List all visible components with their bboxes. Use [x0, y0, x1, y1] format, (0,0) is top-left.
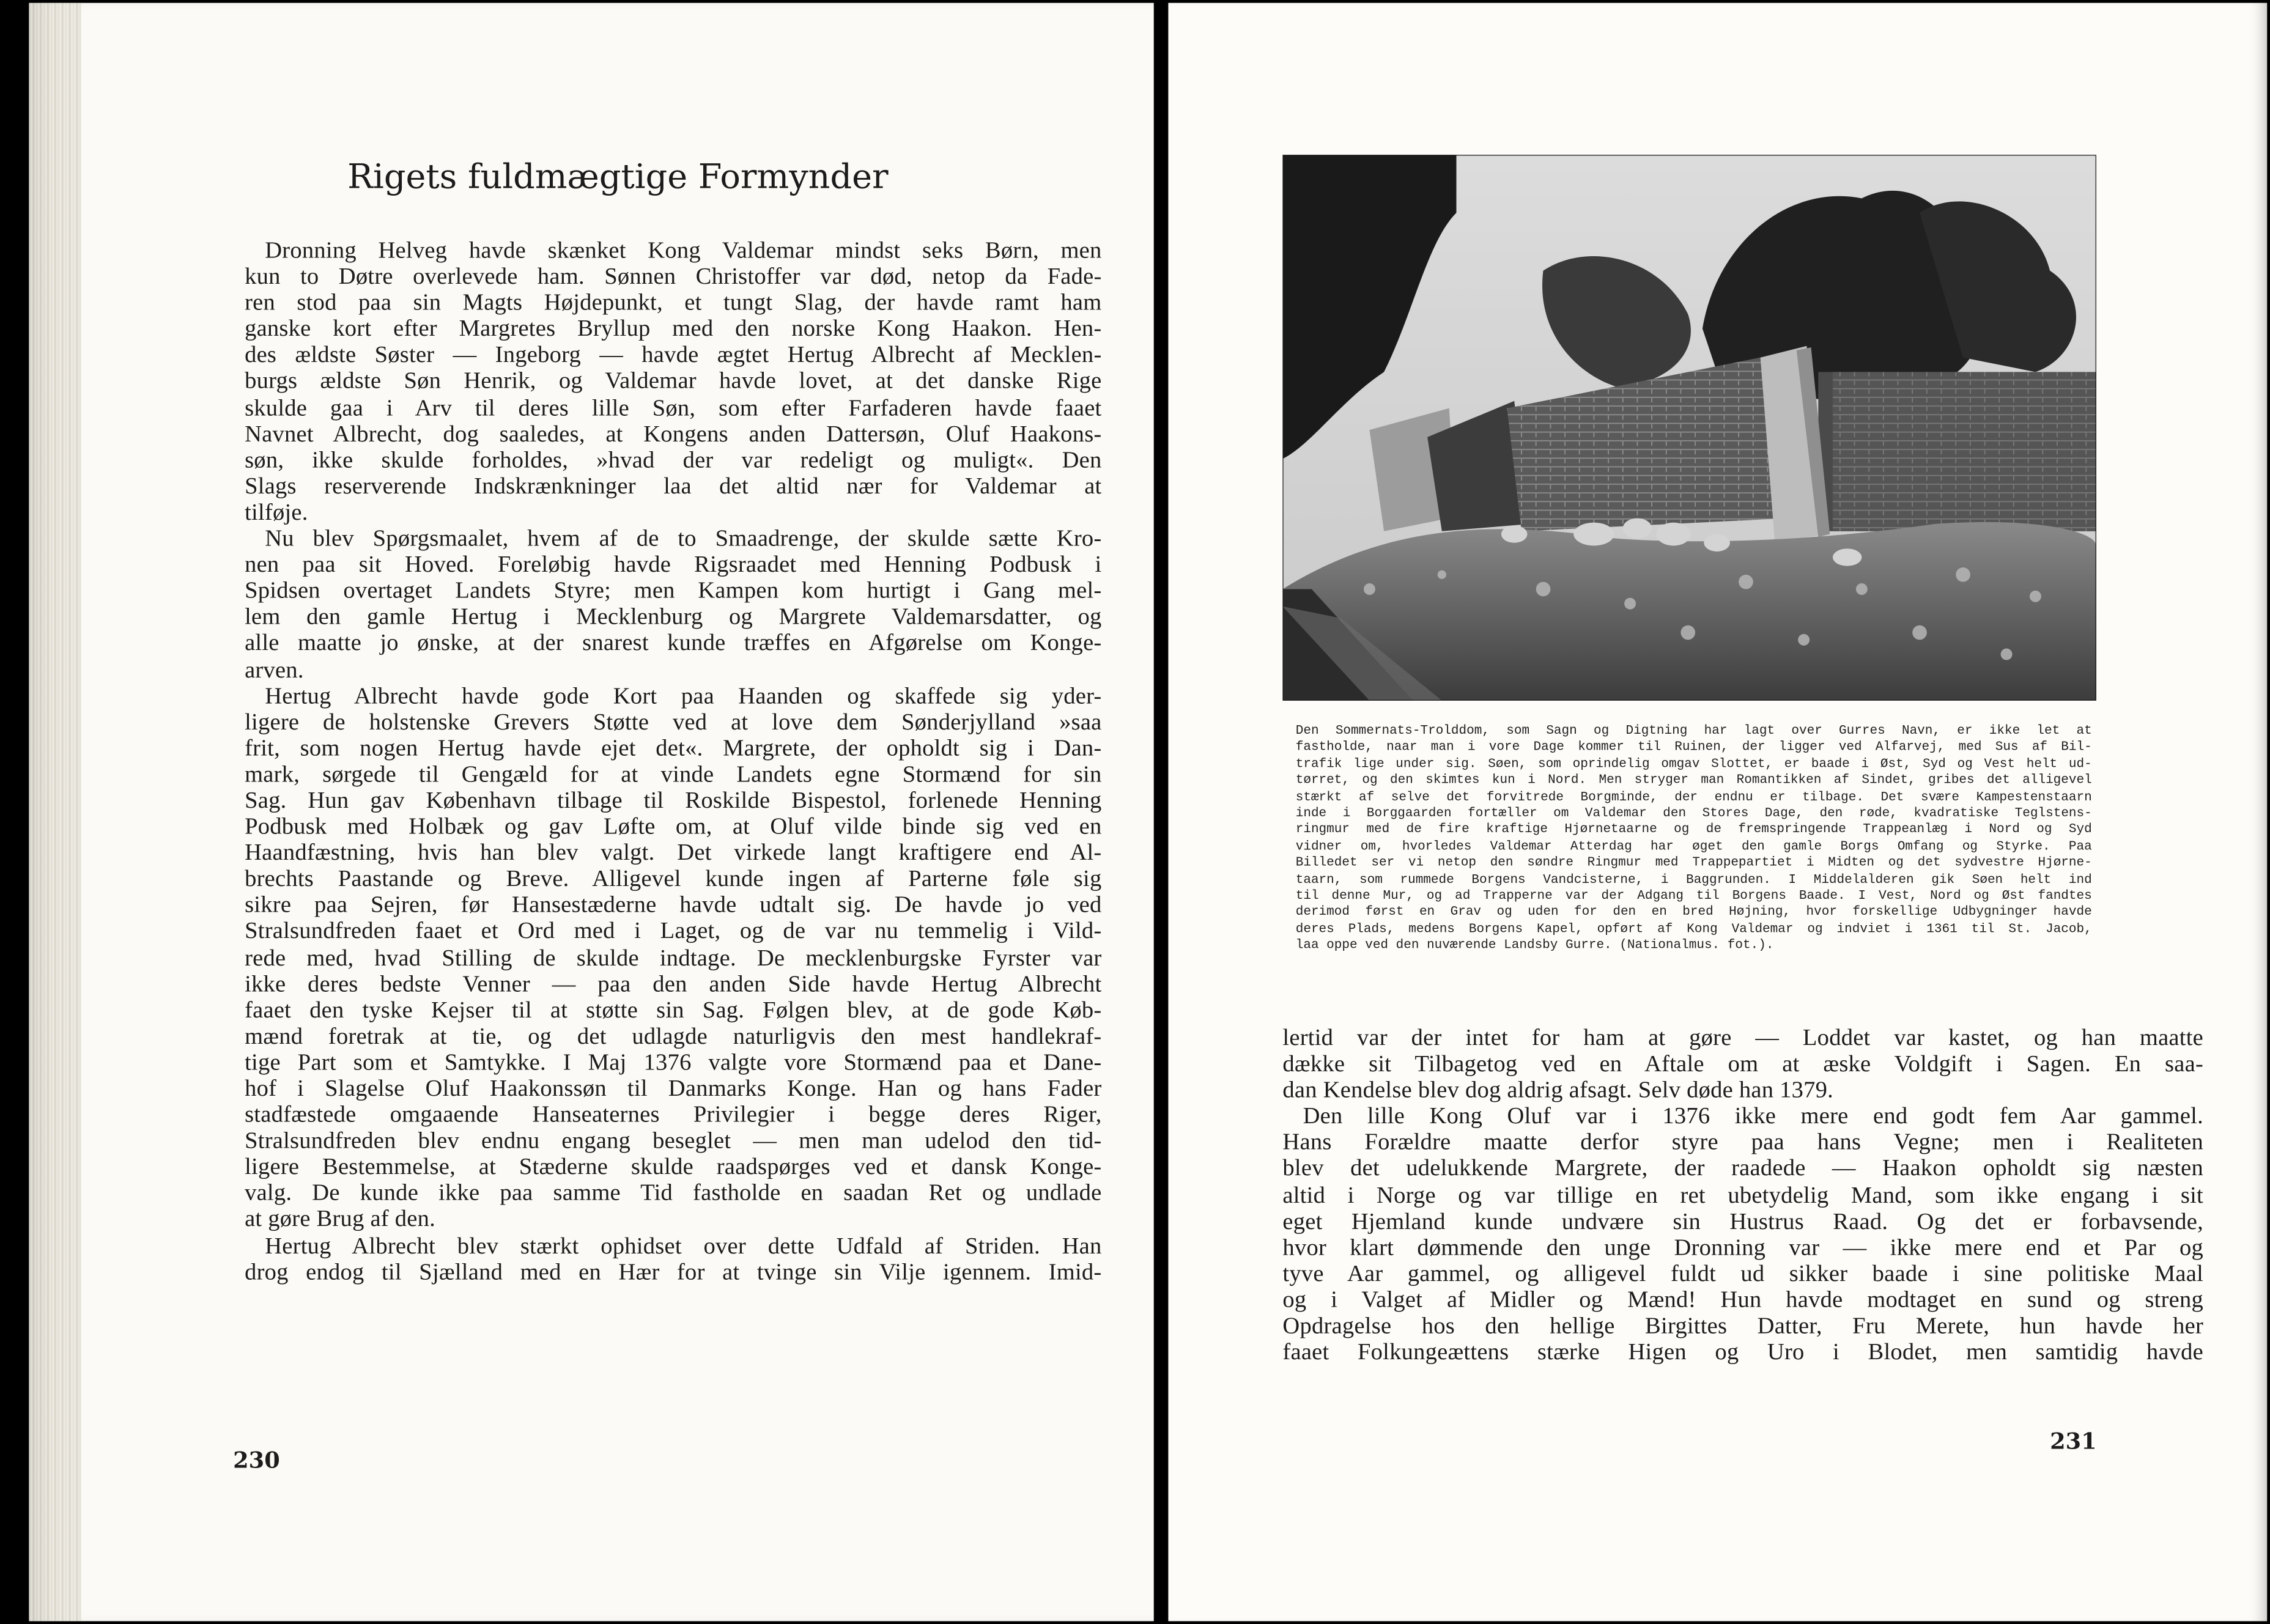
text-line: frit, som nogen Hertug havde ejet det«. Margrete, der opholdt sig i Dan- — [245, 733, 1102, 761]
text-line: kun to Døtre overlevede ham. Sønnen Christoffer var død, netop da Fade- — [245, 262, 1102, 290]
text-line: lertid var der intet for ham at gøre — Loddet var kastet, og han maatte — [1282, 1023, 2204, 1051]
text-line: Den lille Kong Oluf var i 1376 ikke mere end godt fem Aar gammel. — [1303, 1102, 2204, 1130]
text-line: alle maatte jo ønske, at der snarest kunde træffes en Afgørelse om Konge- — [245, 629, 1102, 657]
caption-line: taarn, som rummede Borgens Vandcisterne, i Baggrunden. I Middelalderen gik Søen helt ind — [1295, 872, 2092, 887]
photo-caption — [1296, 724, 2092, 955]
caption-line: trafik lige under sig. Søen, som oprindelig omgav Slottet, er baade i Øst, Syd og Vest helt ud- — [1295, 756, 2092, 772]
text-line: Slags reserverende Indskrænkninger laa det altid nær for Valdemar at — [245, 471, 1102, 500]
text-line: altid i Norge og var tillige en ret ubetydelig Mand, som ikke engang i sit — [1282, 1180, 2204, 1208]
text-line: faaet Folkungeættens stærke Higen og Uro i Blodet, men samtidig havde — [1282, 1337, 2204, 1365]
text-line: og i Valget af Midler og Mænd! Hun havde modtaget en sund og streng — [1282, 1285, 2204, 1313]
text-line: ganske kort efter Margretes Bryllup med den norske Kong Haakon. Hen- — [245, 314, 1102, 342]
caption-line: ringmur med de fire kraftige Hjørnetaarne og de fremspringende Trappeanlæg i Nord og Syd — [1295, 822, 2092, 838]
text-line: Sag. Hun gav København tilbage til Roskilde Bispestol, forlenede Henning — [245, 786, 1102, 814]
text-line: Nu blev Spørgsmaalet, hvem af de to Smaadrenge, der skulde sætte Kro- — [265, 524, 1102, 552]
text-line: ren stod paa sin Magts Højdepunkt, et tungt Slag, der havde ramt ham — [245, 288, 1102, 316]
ruin-photo-graphic — [1282, 155, 2096, 700]
page-edge-stack — [29, 3, 81, 1622]
text-line: Stralsundfreden blev endnu engang beseglet — men man udelod den tid- — [245, 1126, 1102, 1154]
text-line: søn, ikke skulde forholdes, »hvad der var redeligt og muligt«. Den — [245, 445, 1102, 473]
text-line: ikke deres bedste Venner — paa den anden Side havde Hertug Albrecht — [245, 969, 1102, 997]
text-line: hvor klart dømmende den unge Dronning var — ikke mere end et Par og — [1282, 1233, 2204, 1261]
caption-line: derimod først en Grav og uden for den en bred Højning, hvor forskellige Udbygninger havde — [1295, 905, 2092, 920]
text-line: Dronning Helveg havde skænket Kong Valdemar mindst seks Børn, men — [265, 235, 1102, 264]
text-line: drog endog til Sjælland med en Hær for at tvinge sin Vilje igennem. Imid- — [245, 1257, 1102, 1285]
text-line: skulde gaa i Arv til deres lille Søn, som efter Farfaderen havde faaet — [245, 393, 1102, 421]
text-line: eget Hjemland kunde undvære sin Hustrus Raad. Og det er forbavsende, — [1282, 1206, 2204, 1235]
text-line: at gøre Brug af den. — [245, 1205, 435, 1233]
text-line: tige Part som et Samtykke. I Maj 1376 valgte vore Stormænd paa et Dane- — [245, 1047, 1102, 1076]
text-line: Spidsen overtaget Landets Styre; men Kampen kom hurtigt i Gang mel- — [245, 576, 1102, 604]
text-line: arven. — [245, 655, 304, 683]
text-line: Hans Forældre maatte derfor styre paa hans Vegne; men i Realiteten — [1282, 1128, 2204, 1156]
caption-line: stærkt af selve det forvitrede Borgminde, der endnu er tilbage. Det svære Kampestenstaarn — [1295, 789, 2092, 805]
ruin-photo-icon — [1282, 155, 2096, 700]
page-number-right: 231 — [2050, 1427, 2097, 1455]
text-line: des ældste Søster — Ingeborg — havde ægtet Hertug Albrecht af Mecklen- — [245, 341, 1102, 369]
text-line: sikre paa Sejren, før Hansestæderne havde udtalt sig. De havde jo ved — [245, 890, 1102, 918]
text-line: brechts Paastande og Breve. Alligevel kunde ingen af Parterne føle sig — [245, 864, 1102, 892]
left-body-text — [245, 237, 1101, 1285]
text-line: Podbusk med Holbæk og gav Løfte om, at Oluf vilde binde sig ved en — [245, 812, 1102, 840]
text-line: ligere Bestemmelse, at Stæderne skulde raadspørges ved et dansk Konge- — [245, 1153, 1102, 1181]
right-page — [1168, 3, 2267, 1622]
caption-line: vidner om, hvorledes Valdemar Atterdag har øget den gamle Borgs Omfang og Styrke. Paa — [1295, 839, 2092, 854]
chapter-title: Rigets fuldmægtige Formynder — [347, 156, 889, 197]
text-line: dække sit Tilbagetog ved en Aftale om at æske Voldgift i Sagen. En saa- — [1282, 1049, 2204, 1077]
text-line: Opdragelse hos den hellige Birgittes Datter, Fru Merete, hun havde her — [1282, 1311, 2204, 1339]
text-line: lem den gamle Hertug i Mecklenburg og Margrete Valdemarsdatter, og — [245, 602, 1102, 630]
text-line: mark, sørgede til Gengæld for at vinde Landets egne Stormænd for sin — [245, 759, 1102, 788]
caption-line: Den Sommernats-Trolddom, som Sagn og Digtning har lagt over Gurres Navn, er ikke let at — [1295, 723, 2092, 739]
text-line: mænd foretrak at tie, og det udlagde naturligvis den mest handlekraf- — [245, 1021, 1102, 1049]
text-line: stadfæstede omgaaende Hanseaternes Privilegier i begge deres Riger, — [245, 1100, 1102, 1128]
text-line: dan Kendelse blev dog aldrig afsagt. Selv døde han 1379. — [1282, 1076, 1834, 1104]
text-line: tilføje. — [245, 498, 308, 526]
text-line: Stralsundfreden faaet et Ord med i Laget, og de var nu temmelig i Vild- — [245, 917, 1102, 945]
text-line: Hertug Albrecht blev stærkt ophidset over dette Udfald af Striden. Han — [265, 1231, 1102, 1259]
right-body-text — [1282, 1025, 2203, 1365]
caption-line: laa oppe ved den nuværende Landsby Gurre. (Nationalmus. fot.). — [1295, 938, 1774, 953]
text-line: faaet den tyske Kejser til at støtte sin Sag. Følgen blev, at de gode Køb- — [245, 995, 1102, 1024]
text-line: nen paa sit Hoved. Foreløbig havde Rigsraadet med Henning Podbusk i — [245, 550, 1102, 578]
caption-line: inde i Borggaarden fortæller om Valdemar den Stores Dage, den røde, kvadratiske Teglstens- — [1295, 806, 2092, 821]
text-line: tyve Aar gammel, og alligevel fuldt ud sikker baade i sine politiske Maal — [1282, 1259, 2204, 1287]
caption-line: fastholde, naar man i vore Dage kommer til Ruinen, der ligger ved Alfarvej, med Sus af Bil- — [1295, 740, 2092, 755]
caption-line: deres Plads, medens Borgens Kapel, opført af Kong Valdemar og indviet i 1361 til St. Jacob, — [1295, 921, 2092, 936]
caption-line: tørret, og den skimtes kun i Nord. Men stryger man Romantikken af Sindet, gribes det alligevel — [1295, 773, 2092, 788]
text-line: valg. De kunde ikke paa samme Tid fastholde en saadan Ret og undlade — [245, 1178, 1102, 1206]
caption-line: til denne Mur, og ad Trapperne var der Adgang til Borgens Baade. I Vest, Nord og Øst fandtes — [1295, 888, 2092, 903]
text-line: hof i Slagelse Oluf Haakonssøn til Danmarks Konge. Han og hans Fader — [245, 1074, 1102, 1102]
caption-line: Billedet ser vi netop den søndre Ringmur med Trappepartiet i Midten og det sydvestre Hjørne- — [1295, 855, 2092, 871]
text-line: ligere de holstenske Grevers Støtte ved at love dem Sønderjylland »saa — [245, 707, 1102, 735]
page-number-left: 230 — [233, 1445, 280, 1474]
text-line: Navnet Albrecht, dog saaledes, at Kongens anden Dattersøn, Oluf Haakons- — [245, 419, 1102, 447]
text-line: Haandfæstning, hvis han blev valgt. Det virkede langt kraftigere end Al- — [245, 838, 1102, 866]
text-line: burgs ældste Søn Henrik, og Valdemar havde lovet, at det danske Rige — [245, 367, 1102, 395]
text-line: blev det udelukkende Margrete, der raadede — Haakon opholdt sig næsten — [1282, 1154, 2204, 1182]
text-line: rede med, hvad Stilling de skulde indtage. De mecklenburgske Fyrster var — [245, 943, 1102, 971]
left-page — [29, 3, 1153, 1622]
text-line: Hertug Albrecht havde gode Kort paa Haanden og skaffede sig yder- — [265, 681, 1102, 709]
